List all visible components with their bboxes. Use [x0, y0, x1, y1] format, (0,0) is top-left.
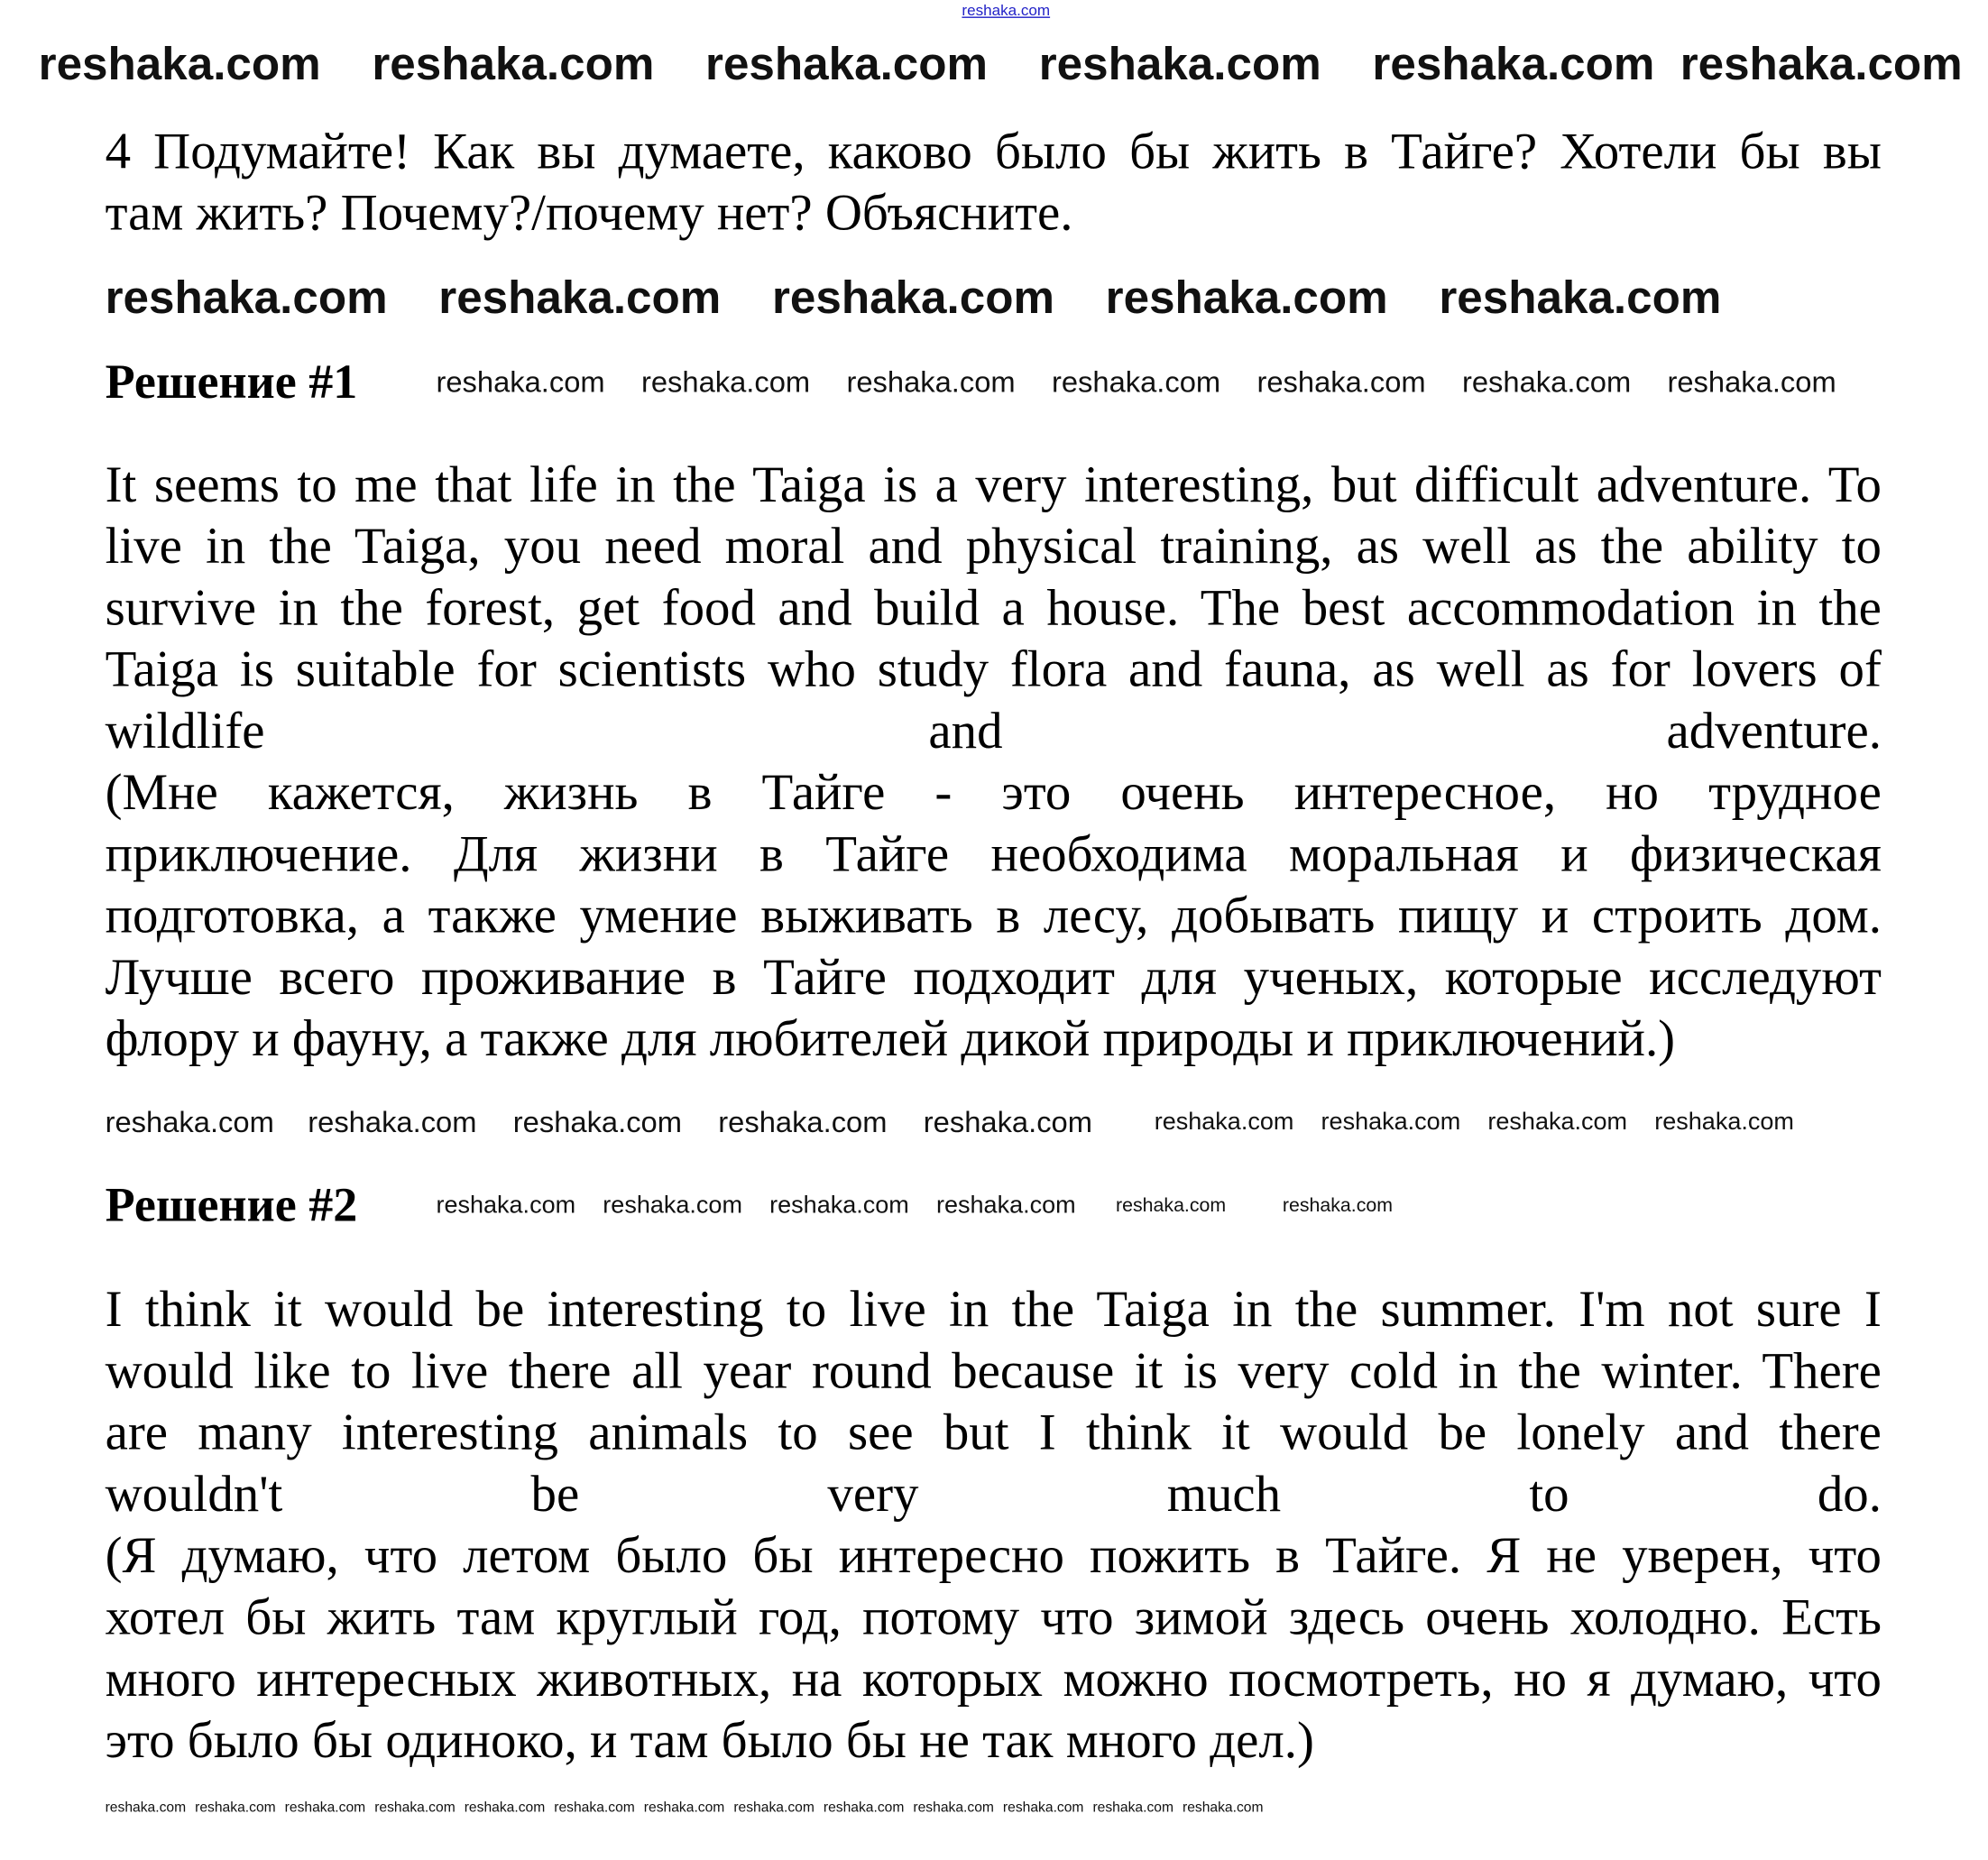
watermark: reshaka.com — [705, 37, 989, 90]
watermark: reshaka.com — [935, 1192, 1076, 1220]
watermark: reshaka.com — [1372, 37, 1655, 90]
watermark: reshaka.com — [436, 1192, 576, 1220]
watermark: reshaka.com — [718, 1104, 888, 1138]
text-line: are many interesting animals to see but I think it would be lonely and there — [105, 1403, 1882, 1461]
watermark: reshaka.com — [554, 1800, 635, 1816]
text-line: (Я думаю, что летом было бы интересно пожить в Тайге. Я не уверен, что — [105, 1526, 1882, 1585]
watermark: reshaka.com — [438, 271, 722, 324]
solution2-heading: Решение #2 — [105, 1178, 358, 1233]
text-line: It seems to me that life in the Taiga is a very interesting, but difficult adventure. To — [105, 455, 1882, 513]
watermark: reshaka.com — [195, 1800, 276, 1816]
solution1-text — [106, 454, 1882, 1070]
text-line: много интересных животных, на которых можно посмотреть, но я думаю, что — [105, 1649, 1882, 1708]
watermark: reshaka.com — [643, 1800, 725, 1816]
watermark: reshaka.com — [1105, 271, 1388, 324]
text-line: подготовка, а также умение выживать в лесу, добывать пищу и строить дом. — [105, 886, 1882, 944]
watermark: reshaka.com — [1439, 271, 1722, 324]
text-line: Taiga is suitable for scientists who study flora and fauna, as well as for lovers of — [105, 640, 1882, 698]
watermark: reshaka.com — [105, 1800, 187, 1816]
watermark: reshaka.com — [38, 37, 321, 90]
watermark: reshaka.com — [1182, 1800, 1264, 1816]
watermark: reshaka.com — [1154, 1109, 1294, 1137]
watermark: reshaka.com — [913, 1800, 994, 1816]
text-line: приключение. Для жизни в Тайге необходима моральная и физическая — [105, 824, 1882, 883]
solution1-heading: Решение #1 — [105, 355, 358, 410]
text-line: live in the Taiga, you need moral and physical training, as well as the ability to — [105, 517, 1882, 575]
text-line: wouldn't be very much to do. — [105, 1464, 1882, 1523]
watermark: reshaka.com — [284, 1800, 366, 1816]
watermark: reshaka.com — [374, 1800, 456, 1816]
watermark: reshaka.com — [1487, 1109, 1628, 1137]
watermark: reshaka.com — [512, 1104, 682, 1138]
text-line: Лучше всего проживание в Тайге подходит для ученых, которые исследуют — [105, 947, 1882, 1006]
question-line: там жить? Почему?/почему нет? Объясните. — [105, 183, 1073, 242]
watermark: reshaka.com — [823, 1800, 905, 1816]
watermark: reshaka.com — [1116, 1194, 1227, 1217]
watermark: reshaka.com — [1321, 1109, 1461, 1137]
watermark: reshaka.com — [436, 364, 605, 399]
watermark: reshaka.com — [308, 1104, 477, 1138]
watermark: reshaka.com — [733, 1800, 815, 1816]
watermark: reshaka.com — [1667, 364, 1836, 399]
watermark: reshaka.com — [923, 1104, 1092, 1138]
watermark: reshaka.com — [1680, 37, 1963, 90]
watermark: reshaka.com — [105, 271, 388, 324]
watermark: reshaka.com — [1092, 1800, 1174, 1816]
watermark: reshaka.com — [1282, 1194, 1394, 1217]
text-line: флору и фауну, а также для любителей дикой природы и приключений.) — [105, 1009, 1676, 1068]
watermark: reshaka.com — [105, 1104, 274, 1138]
text-line: would like to live there all year round because it is very cold in the winter. There — [105, 1341, 1882, 1400]
question-line: 4 Подумайте! Как вы думаете, каково было бы жить в Тайге? Хотели бы вы — [105, 122, 1882, 180]
text-line: wildlife and adventure. — [105, 701, 1882, 760]
watermark: reshaka.com — [771, 271, 1055, 324]
watermark: reshaka.com — [372, 37, 655, 90]
watermark: reshaka.com — [769, 1192, 909, 1220]
watermark: reshaka.com — [464, 1800, 546, 1816]
text-line: survive in the forest, get food and build a house. The best accommodation in the — [105, 578, 1882, 637]
watermark: reshaka.com — [1002, 1800, 1084, 1816]
watermark: reshaka.com — [1051, 364, 1221, 399]
text-line: I think it would be interesting to live in the Taiga in the summer. I'm not sure I — [105, 1280, 1882, 1339]
solution2-text — [106, 1279, 1882, 1772]
watermark: reshaka.com — [1038, 37, 1321, 90]
watermark: reshaka.com — [1654, 1109, 1794, 1137]
watermark: reshaka.com — [640, 364, 811, 399]
watermark: reshaka.com — [603, 1192, 742, 1220]
text-line: это было бы одиноко, и там было бы не так много дел.) — [105, 1710, 1314, 1769]
text-line: хотел бы жить там круглый год, потому что зимой здесь очень холодно. Есть — [105, 1588, 1882, 1646]
site-link[interactable]: reshaka.com — [962, 1, 1051, 20]
question — [106, 121, 1882, 244]
watermark: reshaka.com — [1256, 364, 1426, 399]
watermark: reshaka.com — [846, 364, 1016, 399]
text-line: (Мне кажется, жизнь в Тайге - это очень интересное, но трудное — [105, 763, 1882, 822]
watermark: reshaka.com — [1461, 364, 1632, 399]
